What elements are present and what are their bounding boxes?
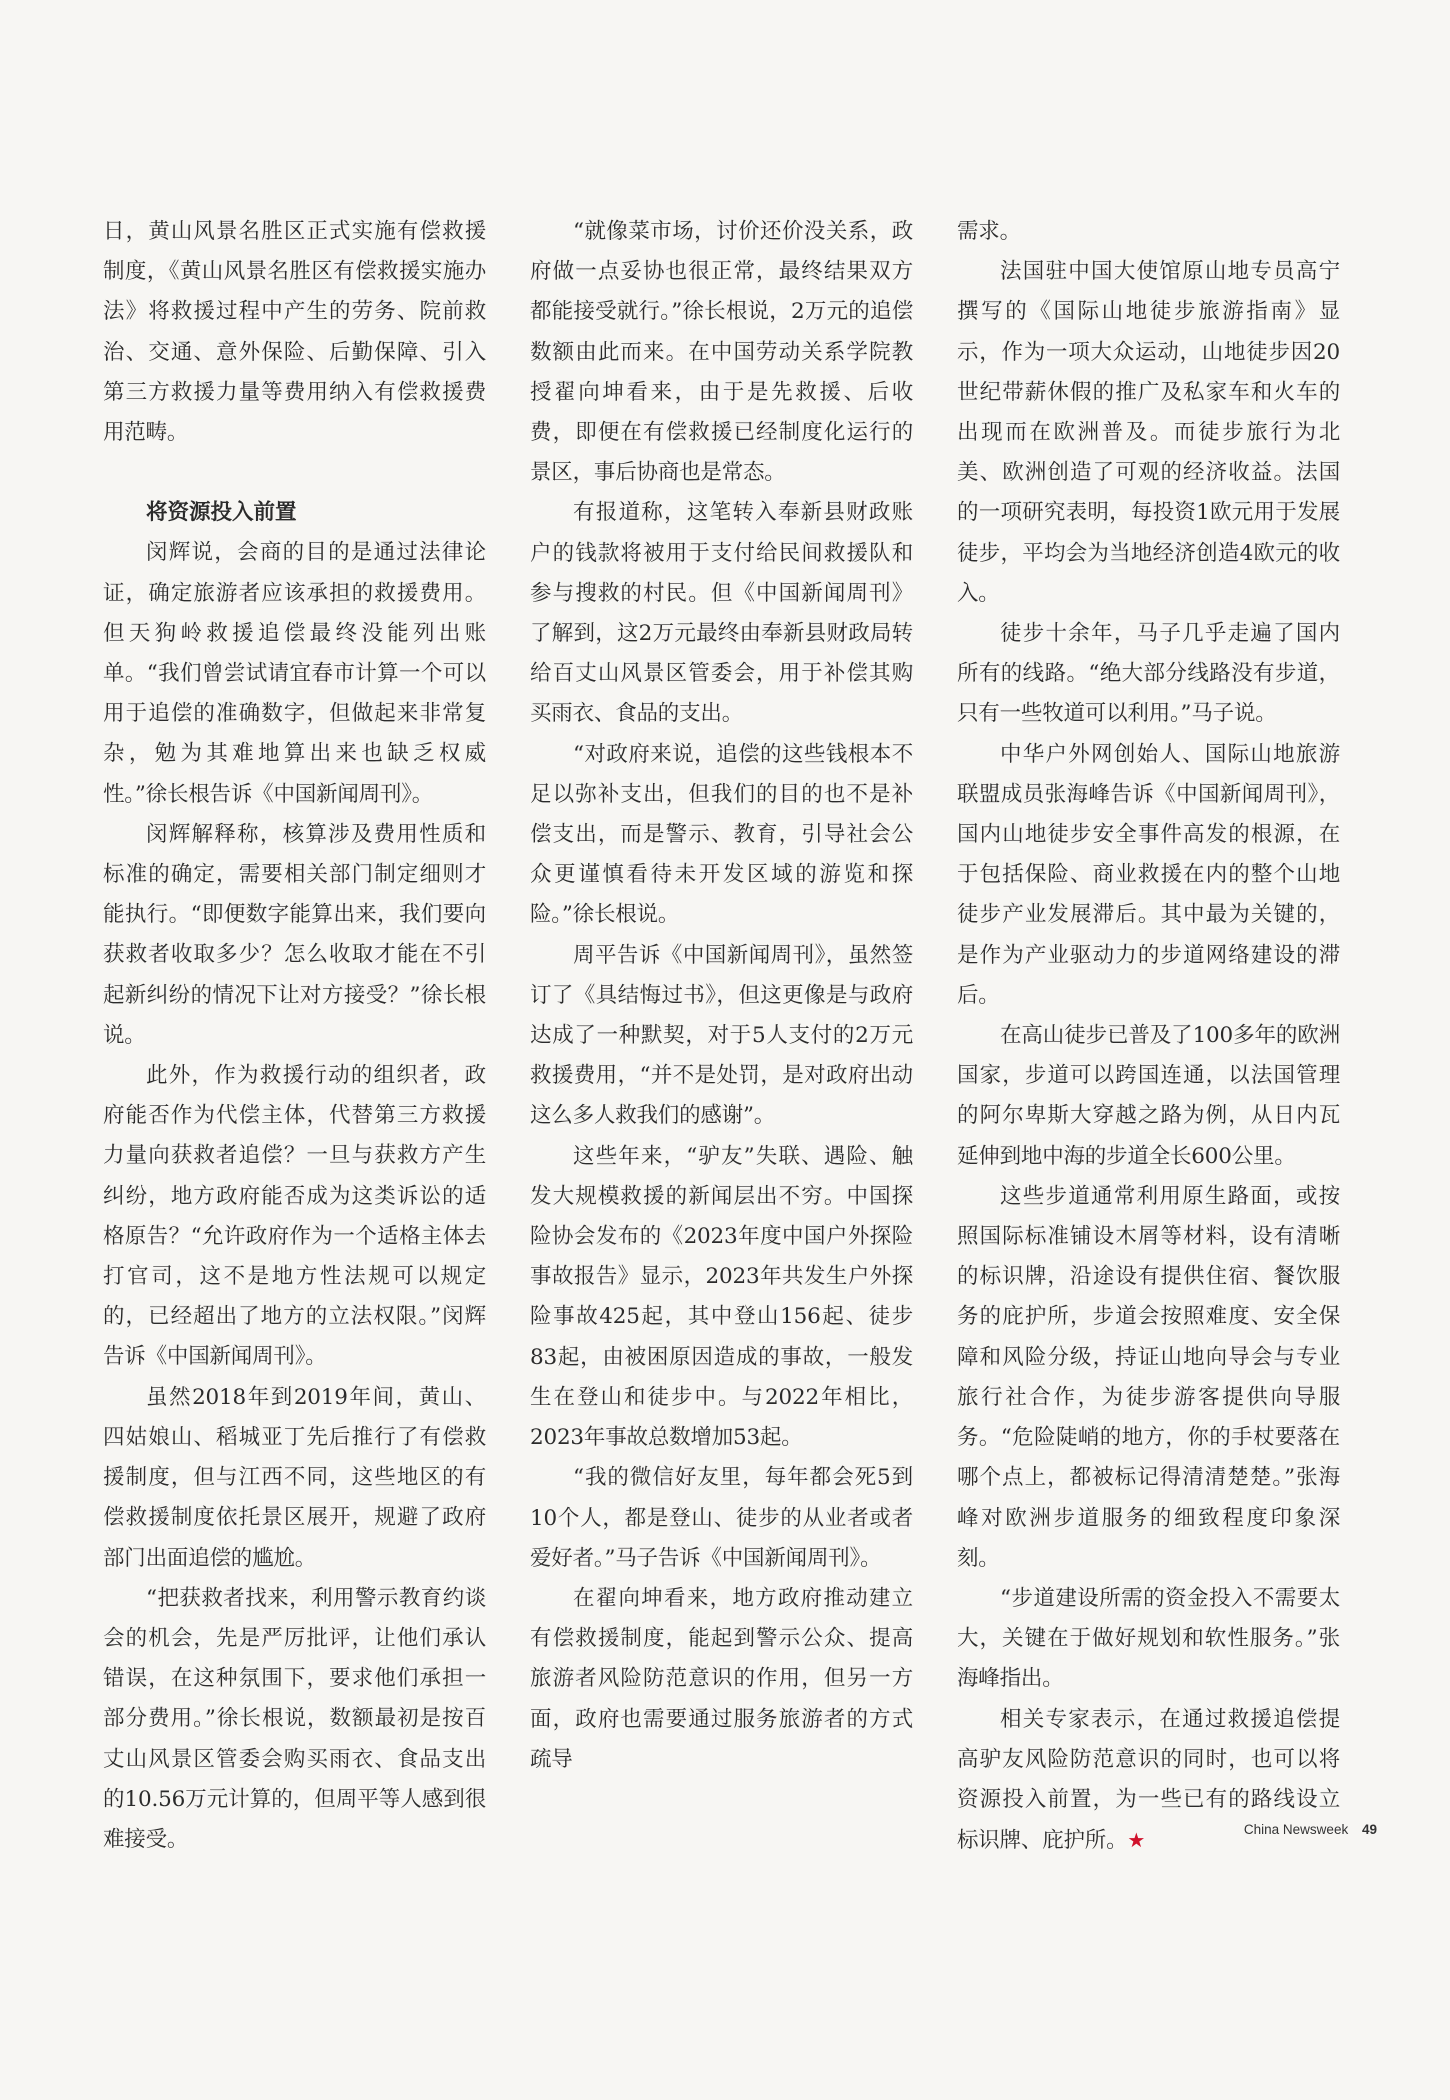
page-footer	[1244, 1822, 1377, 1837]
paragraph: 此外，作为救援行动的组织者，政府能否作为代偿主体，代替第三方救援力量向获救者追偿？一旦与获救方产生纠纷，地方政府能否成为这类诉讼的适格原告？“允许政府作为一个适格主体去打官司，这不是地方性法规可以规定的，已经超出了地方的立法权限。”闵辉告诉《中国新闻周刊》。	[103, 1063, 486, 1370]
paragraph-text: 相关专家表示，在通过救援追偿提高驴友风险防范意识的同时，也可以将资源投入前置，为一些已有的路线设立标识牌、庇护所。	[957, 1706, 1340, 1854]
publication-name: China Newsweek	[1243, 1822, 1349, 1837]
paragraph: 在高山徒步已普及了100多年的欧洲国家，步道可以跨国连通，以法国管理的阿尔卑斯大穿越之路为例，从日内瓦延伸到地中海的步道全长600公里。	[957, 1023, 1340, 1169]
paragraph: 徒步十余年，马子几乎走遍了国内所有的线路。“绝大部分线路没有步道，只有一些牧道可以利用。”马子说。	[957, 621, 1340, 727]
article-column-3	[957, 212, 1340, 1861]
article-column-2	[530, 212, 913, 1780]
paragraph: 有报道称，这笔转入奉新县财政账户的钱款将被用于支付给民间救援队和参与搜救的村民。但《中国新闻周刊》了解到，这2万元最终由奉新县财政局转给百丈山风景区管委会，用于补偿其购买雨衣、食品的支出。	[530, 500, 913, 727]
paragraph: 这些步道通常利用原生路面，或按照国际标准铺设木屑等材料，设有清晰的标识牌，沿途设有提供住宿、餐饮服务的庇护所，步道会按照难度、安全保障和风险分级，持证山地向导会与专业旅行社合作，为徒步游客提供向导服务。“危险陡峭的地方，你的手杖要落在哪个点上，都被标记得清清楚楚。”张海峰对欧洲步道服务的细致程度印象深刻。	[957, 1183, 1340, 1571]
paragraph: “对政府来说，追偿的这些钱根本不足以弥补支出，但我们的目的也不是补偿支出，而是警示、教育，引导社会公众更谨慎看待未开发区域的游览和探险。”徐长根说。	[530, 741, 913, 928]
paragraph: 闵辉解释称，核算涉及费用性质和标准的确定，需要相关部门制定细则才能执行。“即便数字能算出来，我们要向获救者收取多少？怎么收取才能在不引起新纠纷的情况下让对方接受？”徐长根说。	[103, 821, 486, 1048]
paragraph: 法国驻中国大使馆原山地专员高宁撰写的《国际山地徒步旅游指南》显示，作为一项大众运动，山地徒步因20世纪带薪休假的推广及私家车和火车的出现而在欧洲普及。而徒步旅行为北美、欧洲创造了可观的经济收益。法国的一项研究表明，每投资1欧元用于发展徒步，平均会为当地经济创造4欧元的收入。	[957, 259, 1340, 606]
paragraph: 在翟向坤看来，地方政府推动建立有偿救援制度，能起到警示公众、提高旅游者风险防范意识的作用，但另一方面，政府也需要通过服务旅游者的方式疏导	[530, 1585, 913, 1772]
section-heading: 将资源投入前置	[146, 500, 297, 526]
article-column-1	[103, 212, 486, 1860]
paragraph: “我的微信好友里，每年都会死5到10个人，都是登山、徒步的从业者或者爱好者。”马子告诉《中国新闻周刊》。	[530, 1465, 913, 1571]
paragraph: “把获救者找来，利用警示教育约谈会的机会，先是严厉批评，让他们承认错误，在这种氛围下，要求他们承担一部分费用。”徐长根说，数额最初是按百丈山风景区管委会购买雨衣、食品支出的10.56万元计算的，但周平等人感到很难接受。	[103, 1585, 486, 1852]
paragraph: “就像菜市场，讨价还价没关系，政府做一点妥协也很正常，最终结果双方都能接受就行。”徐长根说，2万元的追偿数额由此而来。在中国劳动关系学院教授翟向坤看来，由于是先救援、后收费，即便在有偿救援已经制度化运行的景区，事后协商也是常态。	[530, 219, 913, 486]
paragraph: 这些年来，“驴友”失联、遇险、触发大规模救援的新闻层出不穷。中国探险协会发布的《2023年度中国户外探险事故报告》显示，2023年共发生户外探险事故425起，其中登山156起、徒步83起，由被困原因造成的事故，一般发生在登山和徒步中。与2022年相比，2023年事故总数增加53起。	[530, 1143, 913, 1451]
end-star-icon: ★	[1127, 1828, 1146, 1853]
paragraph: “步道建设所需的资金投入不需要太大，关键在于做好规划和软性服务。”张海峰指出。	[957, 1585, 1340, 1692]
final-paragraph	[957, 1700, 1340, 1862]
paragraph: 周平告诉《中国新闻周刊》，虽然签订了《具结悔过书》，但这更像是与政府达成了一种默契，对于5人支付的2万元救援费用，“并不是处罚，是对政府出动这么多人救我们的感谢”。	[530, 942, 913, 1129]
page-number: 49	[1361, 1822, 1377, 1837]
paragraph: 虽然2018年到2019年间，黄山、四姑娘山、稻城亚丁先后推行了有偿救援制度，但与江西不同，这些地区的有偿救援制度依托景区展开，规避了政府部门出面追偿的尴尬。	[103, 1384, 486, 1571]
paragraph: 中华户外网创始人、国际山地旅游联盟成员张海峰告诉《中国新闻周刊》，国内山地徒步安全事件高发的根源，在于包括保险、商业救援在内的整个山地徒步产业发展滞后。其中最为关键的，是作为产业驱动力的步道网络建设的滞后。	[957, 741, 1340, 1008]
paragraph: 需求。	[957, 219, 1021, 244]
paragraph: 闵辉说，会商的目的是通过法律论证，确定旅游者应该承担的救援费用。但天狗岭救援追偿最终没能列出账单。“我们曾尝试请宜春市计算一个可以用于追偿的准确数字，但做起来非常复杂，勉为其难地算出来也缺乏权威性。”徐长根告诉《中国新闻周刊》。	[103, 540, 486, 807]
paragraph: 日，黄山风景名胜区正式实施有偿救援制度，《黄山风景名胜区有偿救援实施办法》将救援过程中产生的劳务、院前救治、交通、意外保险、后勤保障、引入第三方救援力量等费用纳入有偿救援费用范畴。	[103, 219, 486, 446]
